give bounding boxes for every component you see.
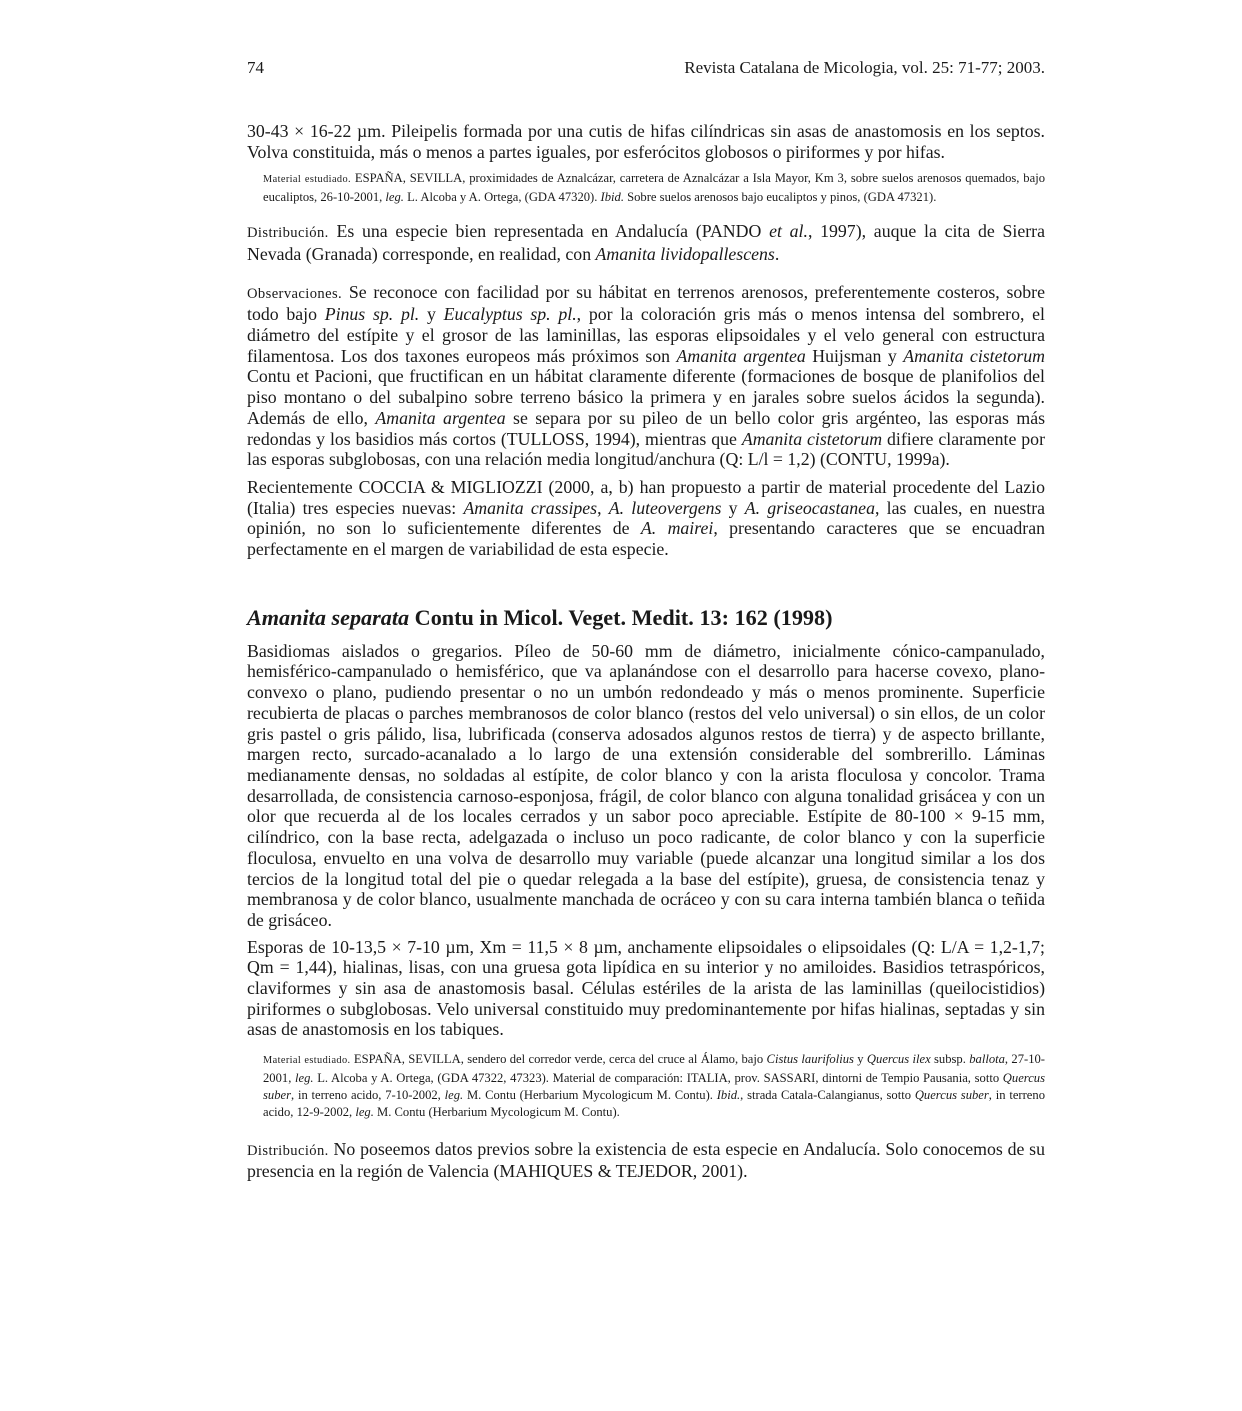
species-name: Amanita separata xyxy=(247,604,410,630)
observations: Observaciones. Se reconoce con facilidad por su hábitat en terrenos arenosos, preferentemente costeros, sobre todo bajo Pinus sp. pl. y Eucalyptus sp. pl., por la coloración gris más o menos intensa del sombrero, el diámetro del estípite y el grosor de las laminillas, las esporas elipsoidales y el velo general con estructura filamentosa. Los dos taxones europeos más próximos son Amanita argentea Huijsman y Amanita cistetorum Contu et Pacioni, que fructifican en un hábitat claramente diferente (formaciones de bosque de planifolios del piso montano o del subalpino sobre terreno básico la primera y en jarales sobre suelos ácidos la segunda). Además de ello, Amanita argentea se separa por su pileo de un bello color gris argénteo, las esporas más redondas y los basidios más cortos (TULLOSS, 1994), mientras que Amanita cistetorum difiere claramente por las esporas subglobosas, con una relación media longitud/anchura (Q: L/l = 1,2) (CONTU, 1999a). xyxy=(247,281,1045,470)
paragraph-pileipelis: 30-43 × 16-22 µm. Pileipelis formada por una cutis de hifas cilíndricas sin asas de anastomosis en los septos. Volva constituida, más o menos a partes iguales, por esferócitos globosos o piriformes y por hifas. xyxy=(247,121,1045,162)
article-body xyxy=(247,121,1045,1182)
page-number: 74 xyxy=(247,58,264,77)
section-label: Material estudiado. xyxy=(263,1055,351,1067)
species-heading xyxy=(247,604,1045,632)
section-label: Distribución. xyxy=(247,1142,329,1159)
distribution-2: Distribución. No poseemos datos previos sobre la existencia de esta especie en Andalucía. Solo conocemos de su presencia en la región de Valencia (MAHIQUES & TEJEDOR, 2001). xyxy=(247,1138,1045,1182)
paragraph-recent-species: Recientemente COCCIA & MIGLIOZZI (2000, a, b) han propuesto a partir de material procedente del Lazio (Italia) tres especies nuevas: Amanita crassipes, A. luteovergens y A. griseocastanea, las cuales, en nuestra opinión, no son lo suficientemente diferentes de A. mairei, presentando caracteres que se encuadran perfectamente en el margen de variabilidad de esta especie. xyxy=(247,476,1046,560)
paragraph-spores: Esporas de 10-13,5 × 7-10 µm, Xm = 11,5 × 8 µm, anchamente elipsoidales o elipsoidales (Q: L/A = 1,2-1,7; Qm = 1,44), hialinas, lisas, con una gruesa gota lipídica en su interior y no amiloides. Basidios tetraspóricos, claviformes y sin asa de anastomosis basal. Células estériles de la arista de las laminillas (queilocistidios) piriformes o subglobosas. Velo universal constituido muy predominantemente por hifas hialinas, septadas y sin asas de anastomosis en los tabiques. xyxy=(247,936,1045,1040)
distribution-1: Distribución. Es una especie bien representada en Andalucía (PANDO et al., 1997), auque la cita de Sierra Nevada (Granada) corresponde, en realidad, con Amanita lividopallescens. xyxy=(247,221,1045,264)
paragraph-description: Basidiomas aislados o gregarios. Píleo de 50-60 mm de diámetro, inicialmente cónico-campanulado, hemisférico-campanulado o hemisférico, que va aplanándose con el desarrollo para hacerse covexo, plano-convexo o plano, pudiendo presentar o no un umbón redondeado y más o menos prominente. Superficie recubierta de placas o parches membranosos de color blanco (restos del velo universal) o sin ellos, de un color gris pastel o gris pálido, lisa, lubrificada (conserva adosados algunos restos de tierra) y de aspecto brillante, margen recto, surcado-acanalado a lo largo de una extensión considerable del sombrerillo. Láminas medianamente densas, no soldadas al estípite, de color blanco y con la arista floculosa y concolor. Trama desarrollada, de consistencia carnoso-esponjosa, frágil, de color blanco con alguna tonalidad grisácea y con un olor que recuerda al de los locales cerrados y un sabor poco apreciable. Estípite de 80-100 × 9-15 mm, cilíndrico, con la base recta, adelgazada o incluso un poco radicante, de color blanco y con la superficie floculosa, envuelto en una volva de desarrollo muy variable (puede alcanzar una longitud similar a los dos tercios de la longitud total del pie o quedar relegada a la base del estípite), gruesa, de consistencia tenaz y membranosa y de color blanco, usualmente manchada de ocráceo y con su cara interna también blanca o teñida de grisáceo. xyxy=(247,640,1045,930)
running-head: Revista Catalana de Micologia, vol. 25: 71-77; 2003. xyxy=(684,58,1045,77)
material-studied-2: Material estudiado. ESPAÑA, SEVILLA, sendero del corredor verde, cerca del cruce al Álamo, bajo Cistus laurifolius y Quercus ilex subsp. ballota, 27-10-2001, leg. L. Alcoba y A. Ortega, (GDA 47322, 47323). Material de comparación: ITALIA, prov. SASSARI, dintorni de Tempio Pausania, sotto Quercus suber, in terreno acido, 7-10-2002, leg. M. Contu (Herbarium Mycologicum M. Contu). Ibid., strada Catala-Calangianus, sotto Quercus suber, in terreno acido, 12-9-2002, leg. M. Contu (Herbarium Mycologicum M. Contu). xyxy=(263,1052,1046,1120)
section-label: Material estudiado. xyxy=(263,174,352,186)
material-studied-1: Material estudiado. ESPAÑA, SEVILLA, proximidades de Aznalcázar, carretera de Aznalcázar a Isla Mayor, Km 3, sobre suelos arenosos quemados, bajo eucaliptos, 26-10-2001, leg. L. Alcoba y A. Ortega, (GDA 47320). Ibid. Sobre suelos arenosos bajo eucaliptos y pinos, (GDA 47321). xyxy=(263,171,1045,204)
section-label: Observaciones. xyxy=(247,285,343,302)
species-citation: Contu in Micol. Veget. Medit. 13: 162 (1998) xyxy=(409,604,833,630)
section-label: Distribución. xyxy=(247,225,329,242)
running-header xyxy=(247,58,1045,86)
